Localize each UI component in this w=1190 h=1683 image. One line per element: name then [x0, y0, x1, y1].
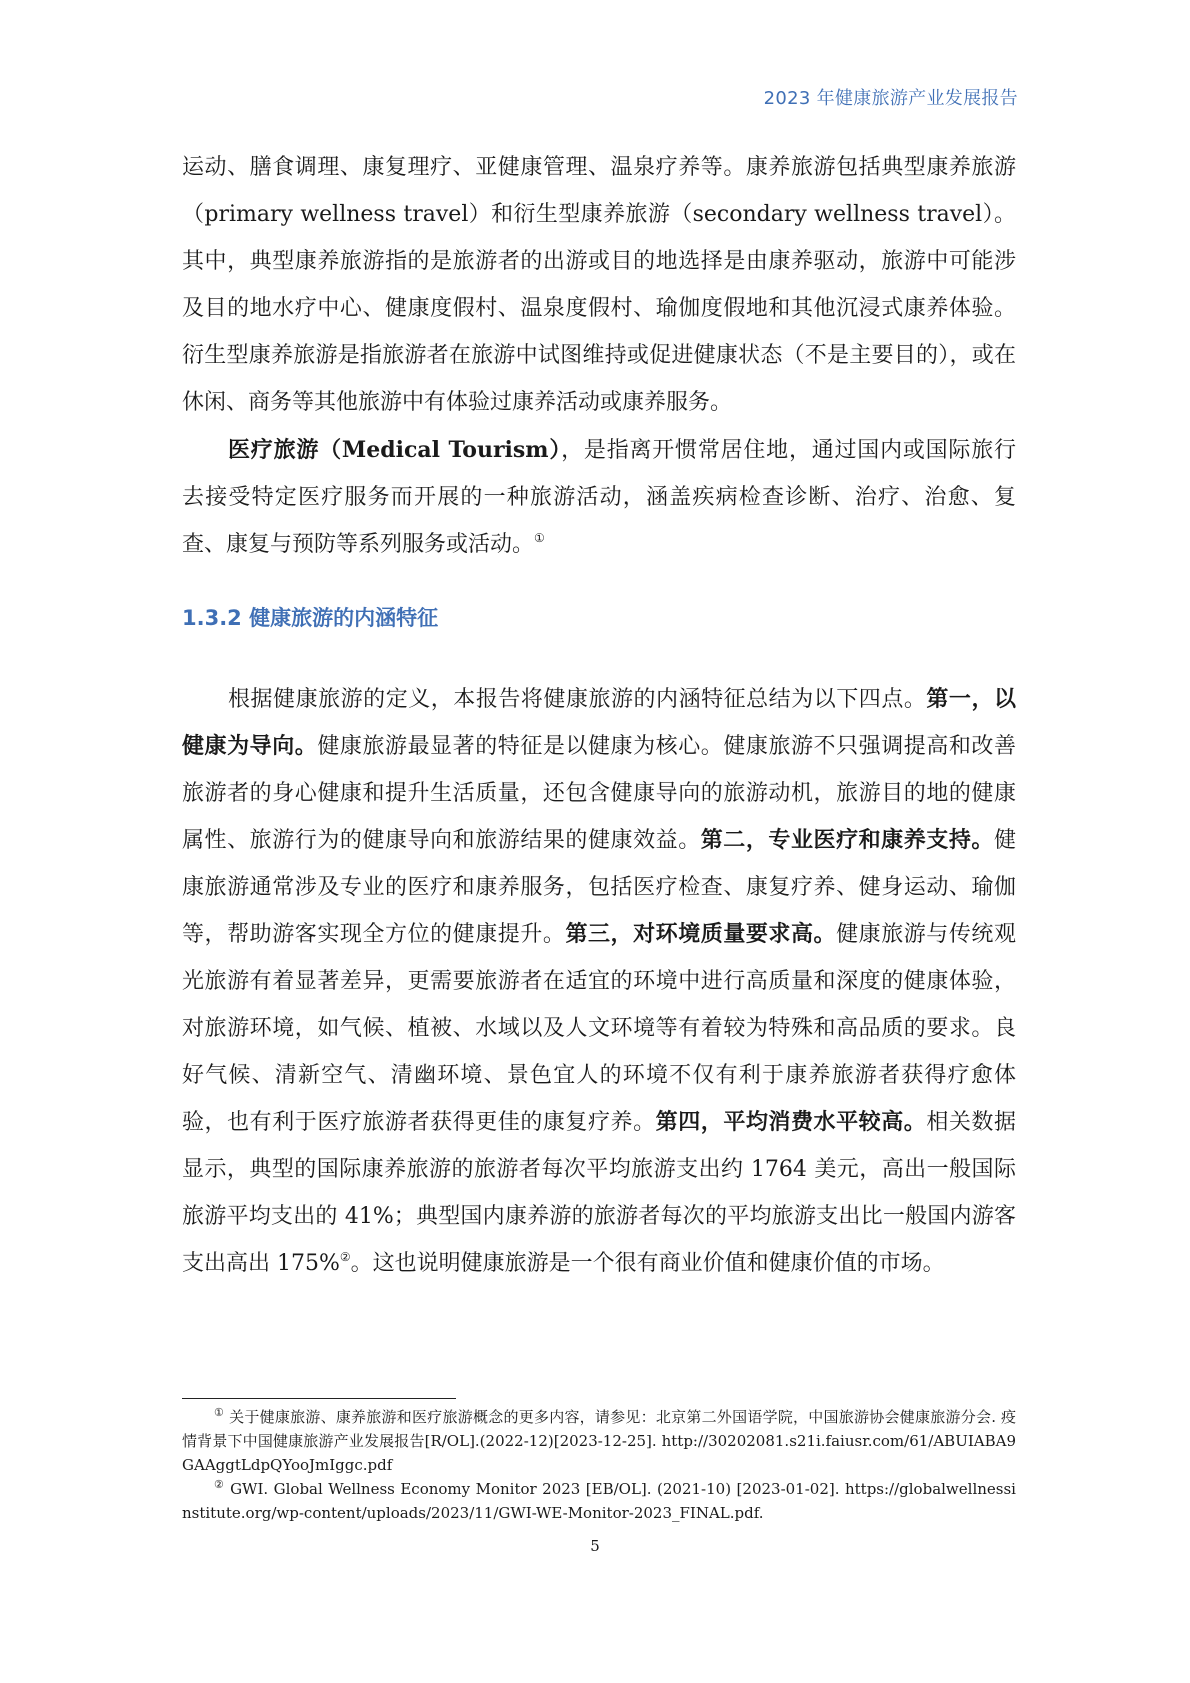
- intro-text: 根据健康旅游的定义，本报告将健康旅游的内涵特征总结为以下四点。: [228, 687, 927, 712]
- footnotes: [182, 1405, 1016, 1525]
- point1-text: 健康旅游最显著的特征是以健康为核心。健康旅游不只强调提高和改善旅游者的身心健康和提升生活质量，还包含健康导向的旅游动机，旅游目的地的健康属性、旅游行为的健康导向和旅游结果的健康效益。: [182, 734, 1016, 853]
- paragraph-content: [182, 427, 1016, 568]
- page-number: 5: [590, 1537, 600, 1555]
- footnote-divider: [182, 1398, 456, 1399]
- section-heading: 1.3.2 健康旅游的内涵特征: [182, 606, 439, 630]
- footnote-ref-1[interactable]: ①: [534, 531, 545, 545]
- point2-title: 第二，专业医疗和康养支持。: [700, 827, 994, 853]
- footnote-mark: ②: [214, 1478, 225, 1491]
- footnote-ref-2[interactable]: ②: [339, 1250, 351, 1264]
- footnote-text: GWI. Global Wellness Economy Monitor 2023 [EB/OL]. (2021-10) [2023-01-02]. https://globalwellnessinstitute.org/wp-content/uploads/2023/11/GWI-WE-Monitor-2023_FINAL.pdf.: [182, 1480, 1016, 1522]
- paragraph-content: [182, 676, 1016, 1287]
- point3-text: 健康旅游与传统观光旅游有着显著差异，更需要旅游者在适宜的环境中进行高质量和深度的健康体验，对旅游环境，如气候、植被、水域以及人文环境等有着较为特殊和高品质的要求。良好气候、清新空气、清幽环境、景色宜人的环境不仅有利于康养旅游者获得疗愈体验，也有利于医疗旅游者获得更佳的康复疗养。: [182, 922, 1016, 1135]
- footnote-mark: ①: [214, 1406, 225, 1419]
- footnote-1: [182, 1405, 1016, 1477]
- point2-text: 健康旅游通常涉及专业的医疗和康养服务，包括医疗检查、康复疗养、健身运动、瑜伽等，帮助游客实现全方位的健康提升。: [182, 828, 1016, 947]
- paragraph-text: 运动、膳食调理、康复理疗、亚健康管理、温泉疗养等。康养旅游包括典型康养旅游（primary wellness travel）和衍生型康养旅游（secondary wellness travel）。其中，典型康养旅游指的是旅游者的出游或目的地选择是由康养驱动，旅游中可能涉及目的地水疗中心、健康度假村、温泉度假村、瑜伽度假地和其他沉浸式康养体验。衍生型康养旅游是指旅游者在旅游中试图维持或促进健康状态（不是主要目的），或在休闲、商务等其他旅游中有体验过康养活动或康养服务。: [182, 155, 1016, 415]
- running-header: 2023 年健康旅游产业发展报告: [763, 88, 1018, 109]
- paragraph-medical-tourism: [182, 427, 1016, 568]
- paragraph-text: ，是指离开惯常居住地，通过国内或国际旅行去接受特定医疗服务而开展的一种旅游活动，涵盖疾病检查诊断、治疗、治愈、复查、康复与预防等系列服务或活动。: [182, 438, 1016, 557]
- term-medical-tourism: 医疗旅游（Medical Tourism）: [228, 437, 562, 463]
- footnote-text: 关于健康旅游、康养旅游和医疗旅游概念的更多内容，请参见：北京第二外国语学院，中国旅游协会健康旅游分会. 疫情背景下中国健康旅游产业发展报告[R/OL].(2022-12)[2023-12-25]. http://30202081.s21i.faiusr.com/61/ABUIABA9GAAggtLdpQYooJmIggc.pdf: [182, 1408, 1016, 1474]
- closing-text: 。这也说明健康旅游是一个很有商业价值和健康价值的市场。: [350, 1251, 945, 1276]
- point4-title: 第四，平均消费水平较高。: [655, 1109, 927, 1135]
- footnote-2: [182, 1477, 1016, 1525]
- point1-title: 第一，以健康为导向。: [182, 686, 1016, 759]
- point4-text: 相关数据显示，典型的国际康养旅游的旅游者每次平均旅游支出约 1764 美元，高出一般国际旅游平均支出的 41%；典型国内康养游的旅游者每次的平均旅游支出比一般国内游客支出高出 175%: [182, 1110, 1016, 1276]
- point3-title: 第三，对环境质量要求高。: [565, 921, 837, 947]
- paragraph-wellness-travel: [182, 144, 1016, 426]
- paragraph-characteristics: [182, 676, 1016, 1287]
